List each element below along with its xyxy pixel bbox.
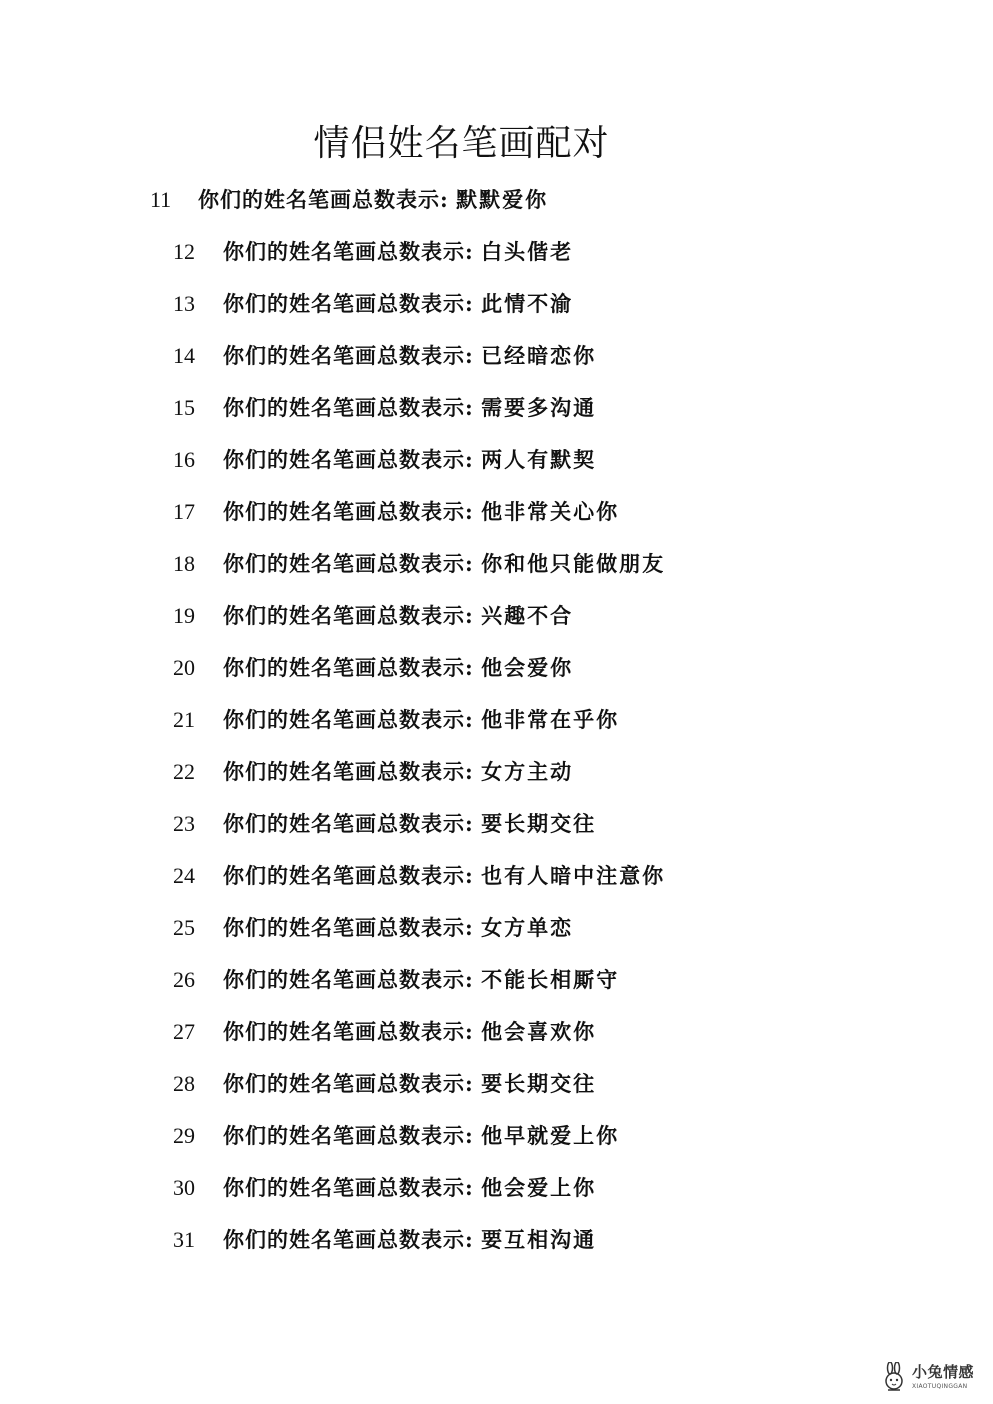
row-answer: 你和他只能做朋友 (481, 551, 666, 576)
row-number: 30 (173, 1175, 195, 1200)
result-row (173, 913, 573, 943)
result-row (150, 185, 548, 215)
result-row (173, 497, 619, 527)
row-answer: 女方主动 (481, 759, 574, 784)
result-row (173, 445, 596, 475)
row-prefix: 你们的姓名笔画总数表示: (223, 395, 474, 420)
row-prefix: 你们的姓名笔画总数表示: (223, 655, 474, 680)
row-answer: 需要多沟通 (481, 395, 597, 420)
row-number: 26 (173, 967, 195, 992)
result-row (173, 549, 665, 579)
row-number: 15 (173, 395, 195, 420)
row-prefix: 你们的姓名笔画总数表示: (223, 291, 474, 316)
row-prefix: 你们的姓名笔画总数表示: (198, 187, 449, 212)
page-title: 情侣姓名笔画配对 (313, 123, 610, 164)
result-row (173, 965, 619, 995)
result-row (173, 601, 573, 631)
result-row (173, 289, 573, 319)
result-row (173, 1121, 619, 1151)
row-prefix: 你们的姓名笔画总数表示: (223, 1123, 474, 1148)
watermark-subtext: XIAOTUQINGGAN (912, 1383, 968, 1390)
row-prefix: 你们的姓名笔画总数表示: (223, 239, 474, 264)
row-number: 18 (173, 551, 195, 576)
watermark-logo (880, 1362, 988, 1398)
row-number: 31 (173, 1227, 195, 1252)
row-prefix: 你们的姓名笔画总数表示: (223, 707, 474, 732)
result-row (173, 1069, 596, 1099)
row-number: 13 (173, 291, 195, 316)
row-answer: 他非常关心你 (481, 499, 620, 524)
result-row (173, 237, 573, 267)
watermark-name: 小兔情感 (912, 1363, 975, 1381)
result-row (173, 861, 665, 891)
row-prefix: 你们的姓名笔画总数表示: (223, 1019, 474, 1044)
row-answer: 两人有默契 (481, 447, 597, 472)
row-number: 14 (173, 343, 195, 368)
result-row (173, 1173, 596, 1203)
row-prefix: 你们的姓名笔画总数表示: (223, 447, 474, 472)
result-row (173, 1017, 596, 1047)
row-answer: 他非常在乎你 (481, 707, 620, 732)
row-answer: 默默爱你 (456, 187, 549, 212)
row-number: 24 (173, 863, 195, 888)
row-prefix: 你们的姓名笔画总数表示: (223, 551, 474, 576)
row-answer: 白头偕老 (481, 239, 574, 264)
row-number: 21 (173, 707, 195, 732)
row-number: 23 (173, 811, 195, 836)
result-row (173, 705, 619, 735)
row-prefix: 你们的姓名笔画总数表示: (223, 343, 474, 368)
row-answer: 不能长相厮守 (481, 967, 620, 992)
row-prefix: 你们的姓名笔画总数表示: (223, 1175, 474, 1200)
result-row (173, 341, 596, 371)
row-answer: 女方单恋 (481, 915, 574, 940)
rabbit-logo-icon (880, 1362, 908, 1394)
row-answer: 也有人暗中注意你 (481, 863, 666, 888)
row-prefix: 你们的姓名笔画总数表示: (223, 499, 474, 524)
row-number: 20 (173, 655, 195, 680)
result-row (173, 653, 573, 683)
result-row (173, 757, 573, 787)
row-answer: 他会爱你 (481, 655, 574, 680)
row-number: 22 (173, 759, 195, 784)
result-row (173, 393, 596, 423)
row-number: 17 (173, 499, 195, 524)
row-prefix: 你们的姓名笔画总数表示: (223, 863, 474, 888)
row-answer: 他会喜欢你 (481, 1019, 597, 1044)
row-answer: 兴趣不合 (481, 603, 574, 628)
row-answer: 要互相沟通 (481, 1227, 597, 1252)
row-prefix: 你们的姓名笔画总数表示: (223, 759, 474, 784)
row-answer: 要长期交往 (481, 1071, 597, 1096)
row-prefix: 你们的姓名笔画总数表示: (223, 915, 474, 940)
row-answer: 他会爱上你 (481, 1175, 597, 1200)
row-number: 28 (173, 1071, 195, 1096)
row-number: 19 (173, 603, 195, 628)
row-number: 25 (173, 915, 195, 940)
row-answer: 他早就爱上你 (481, 1123, 620, 1148)
row-prefix: 你们的姓名笔画总数表示: (223, 1227, 474, 1252)
row-prefix: 你们的姓名笔画总数表示: (223, 811, 474, 836)
row-prefix: 你们的姓名笔画总数表示: (223, 603, 474, 628)
row-number: 12 (173, 239, 195, 264)
row-prefix: 你们的姓名笔画总数表示: (223, 1071, 474, 1096)
row-prefix: 你们的姓名笔画总数表示: (223, 967, 474, 992)
row-number: 27 (173, 1019, 195, 1044)
row-answer: 此情不渝 (481, 291, 574, 316)
row-number: 11 (150, 187, 172, 212)
result-row (173, 1225, 596, 1255)
row-number: 29 (173, 1123, 195, 1148)
row-answer: 要长期交往 (481, 811, 597, 836)
result-row (173, 809, 596, 839)
row-answer: 已经暗恋你 (481, 343, 597, 368)
row-number: 16 (173, 447, 195, 472)
